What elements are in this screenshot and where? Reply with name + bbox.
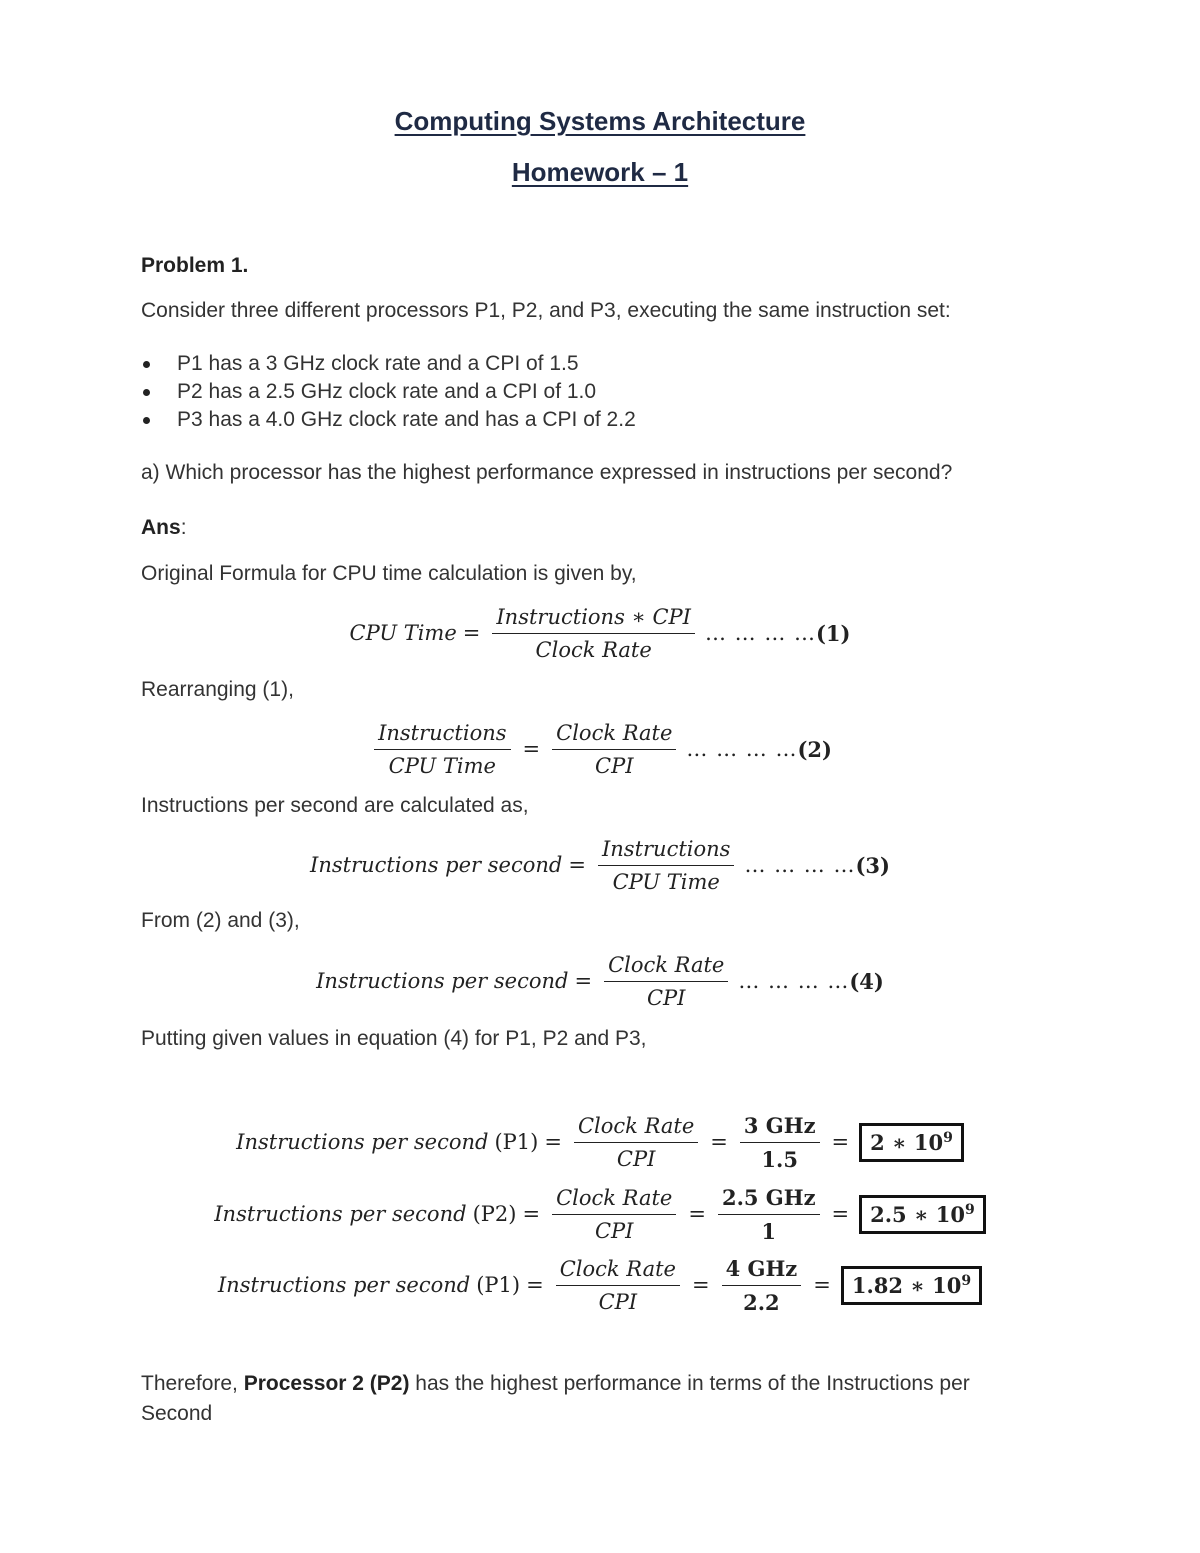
list-item: P2 has a 2.5 GHz clock rate and a CPI of 1.0 [141,378,636,406]
equation-2: $\frac{\text{Instructions}}{\text{CPU Time}}$ = $\frac{\text{Clock Rate}}{\text{CPI}}$ … … … … (2) [0,719,1200,779]
calc-equation-p1: Instructions per second (P1) = $\frac{\text{Clock Rate}}{\text{CPI}}$ = $\frac{\text{3 GHz}}{1.5}$ = 2 ∗ $10^9$ [0,1112,1200,1172]
answer-label-line: Ans: [141,516,187,539]
fraction: $\frac{\text{Clock Rate}}{\text{CPI}}$ [552,1186,676,1243]
problem-heading: Problem 1. [141,254,249,277]
calc-equation-p3: Instructions per second (P1) = $\frac{\text{Clock Rate}}{\text{CPI}}$ = $\frac{\text{4 GHz}}{2.2}$ = 1.82 ∗ $10^9$ [0,1255,1200,1315]
processor-list [141,350,636,434]
list-item: P1 has a 3 GHz clock rate and a CPI of 1.5 [141,350,636,378]
fraction: $\frac{\text{Instructions}}{\text{CPU Time}}$ [598,837,734,894]
fraction: $\frac{\text{2.5 GHz}}{1}$ [718,1185,820,1244]
answer-text-4: From (2) and (3), [141,909,300,932]
fraction: $\frac{\text{Clock Rate}}{\text{CPI}}$ [552,721,676,778]
result-box: 2.5 ∗ $10^9$ [859,1195,986,1234]
conclusion-line-1: Therefore, Processor 2 (P2) has the highest performance in terms of the Instructions per [141,1372,970,1395]
page-subtitle: Homework – 1 [511,157,689,187]
equation-4: Instructions per second = $\frac{\text{Clock Rate}}{\text{CPI}}$ … … … … (4) [316,952,884,1010]
result-box: 1.82 ∗ $10^9$ [841,1266,982,1305]
page-title: Computing Systems Architecture [394,106,806,136]
equation-1: CPU Time = $\frac{\text{Instructions ∗ CPI}}{\text{Clock Rate}}$ … … … … (1) [349,604,851,662]
answer-text-3: Instructions per second are calculated as, [141,794,529,817]
bullet-icon [143,417,150,424]
answer-text-1: Original Formula for CPU time calculation is given by, [141,562,637,585]
answer-label: Ans [141,516,181,539]
calc-equation-p2: Instructions per second (P2) = $\frac{\text{Clock Rate}}{\text{CPI}}$ = $\frac{\text{2.5 GHz}}{1}$ = 2.5 ∗ $10^9$ [0,1184,1200,1244]
fraction: $\frac{\text{3 GHz}}{1.5}$ [740,1113,820,1172]
conclusion-highlight: Processor 2 (P2) [243,1372,410,1395]
fraction: $\frac{\text{Clock Rate}}{\text{CPI}}$ [556,1257,680,1314]
equation-3: Instructions per second = $\frac{\text{Instructions}}{\text{CPU Time}}$ … … … … (3) [310,836,890,894]
problem-intro: Consider three different processors P1, P2, and P3, executing the same instruction set: [141,299,951,322]
fraction: $\frac{\text{Instructions}}{\text{CPU Time}}$ [374,721,510,778]
bullet-icon [143,389,150,396]
fraction: $\frac{\text{Clock Rate}}{\text{CPI}}$ [574,1114,698,1171]
list-item: P3 has a 4.0 GHz clock rate and has a CPI of 2.2 [141,406,636,434]
answer-text-5: Putting given values in equation (4) for P1, P2 and P3, [141,1027,647,1050]
result-box: 2 ∗ $10^9$ [859,1123,964,1162]
conclusion-line-2: Second [141,1402,213,1425]
question-a: a) Which processor has the highest performance expressed in instructions per second? [141,461,953,484]
fraction: $\frac{\text{Clock Rate}}{\text{CPI}}$ [604,953,728,1010]
bullet-icon [143,361,150,368]
answer-text-2: Rearranging (1), [141,678,294,701]
fraction: $\frac{\text{4 GHz}}{2.2}$ [722,1256,802,1315]
fraction: $\frac{\text{Instructions ∗ CPI}}{\text{Clock Rate}}$ [492,605,695,662]
